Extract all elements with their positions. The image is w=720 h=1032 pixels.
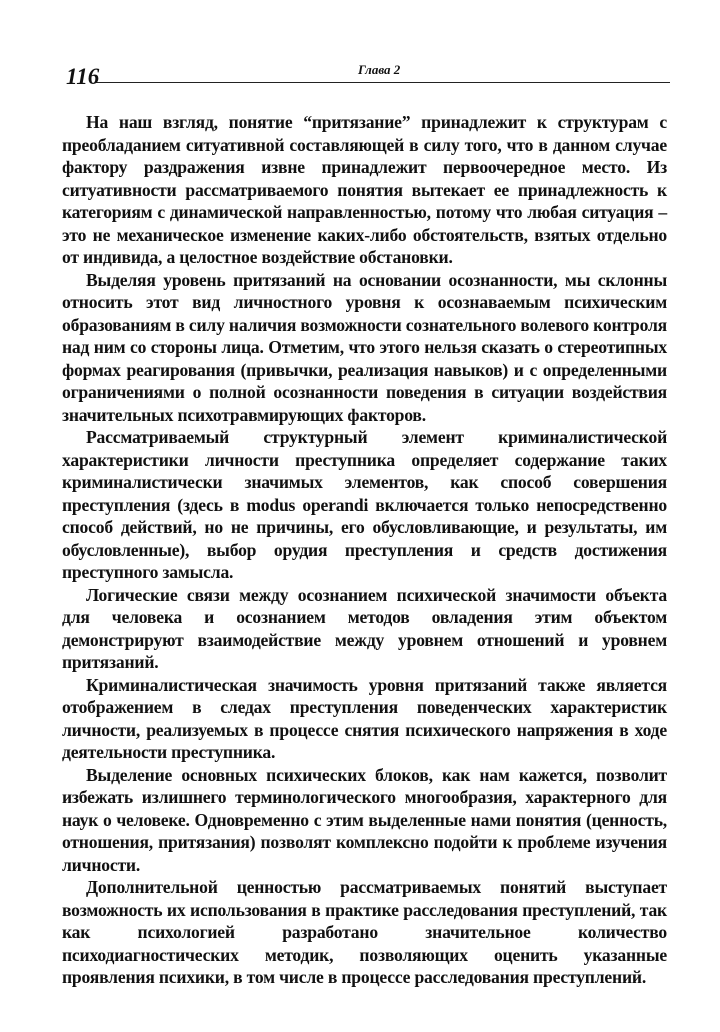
paragraph: Дополнительной ценностью рассматриваемых понятий выступает возможность их использования в практике расследования преступлений, так как психологией разработано значительное количество психодиагностических методик, позволяющих оценить указанные проявления психики, в том числе в процессе расследования преступлений. [62,877,667,987]
paragraph: На наш взгляд, понятие “притязание” принадлежит к структурам с преобладанием ситуативной составляющей в силу того, что в данном случае фактору раздражения извне принадлежит первоочередное место. Из ситуативности рассматриваемого понятия вытекает ее принадлежность к категориям с динамической направленностью, потому что любая ситуация – это не механическое изменение каких-либо обстоятельств, взятых отдельно от индивида, а целостное воздействие обстановки. [62,112,667,267]
running-header [66,62,670,94]
chapter-title: Глава 2 [358,62,401,77]
paragraph: Криминалистическая значимость уровня притязаний также является отображением в следах преступления поведенческих характеристик личности, реализуемых в процессе снятия психического напряжения в ходе деятельности преступника. [62,674,667,762]
paragraph: Логические связи между осознанием психической значимости объекта для человека и осознанием методов овладения этим объектом демонстрируют взаимодействие между уровнем отношений и уровнем притязаний. [62,584,667,672]
paragraph: Выделяя уровень притязаний на основании осознанности, мы склонны относить этот вид личностного уровня к осознаваемым психическим образованиям в силу наличия возможности сознательного волевого контроля над ним со стороны лица. Отметим, что этого нельзя сказать о стереотипных формах реагирования (привычки, реализация навыков) и с определенными ограничениями о полной осознанности поведения в ситуации воздействия значительных психотравмирующих факторов. [62,269,667,425]
paragraph: Рассматриваемый структурный элемент криминалистической характеристики личности преступника определяет содержание таких криминалистически значимых элементов, как способ совершения преступления (здесь в modus operandi включается только непосредственно способ действий, но не причины, его обусловливающие, и результаты, им обусловленные), выбор орудия преступления и средств достижения преступного замысла. [62,427,667,582]
paragraph: Выделение основных психических блоков, как нам кажется, позволит избежать излишнего терминологического многообразия, характерного для наук о человеке. Одновременно с этим выделенные нами понятия (ценность, отношения, притязания) позволят комплексно подойти к проблеме изучения личности. [62,764,667,875]
body-text [62,111,667,989]
header-rule [96,82,670,83]
page-number: 116 [66,64,100,89]
